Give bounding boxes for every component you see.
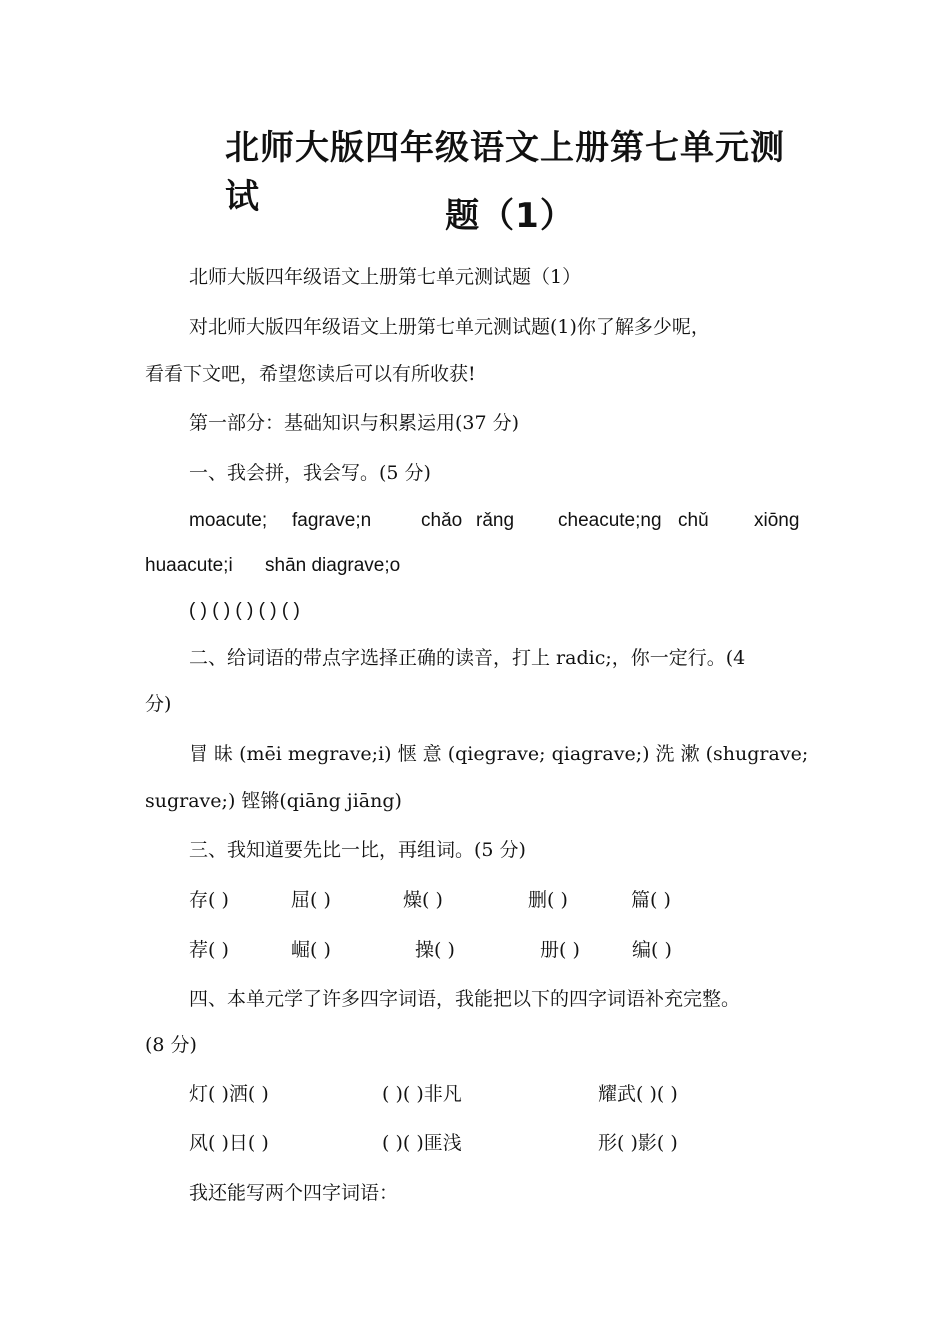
char-compare-item: 存( )	[189, 889, 229, 911]
char-compare-item: 册( )	[540, 939, 580, 961]
q4-heading-line-2: (8 分)	[145, 1034, 197, 1056]
title-line-2: 题（1）	[445, 196, 575, 236]
pinyin-item: moacute;	[189, 510, 268, 531]
q2-heading-line-2: 分)	[145, 693, 172, 715]
idiom-item: 耀武( )( )	[598, 1083, 678, 1105]
char-compare-item: 屈( )	[291, 889, 331, 911]
char-compare-item: 篇( )	[631, 889, 671, 911]
q1-answer-blanks: ( ) ( ) ( ) ( ) ( )	[189, 600, 300, 621]
idiom-item: ( )( )非凡	[382, 1083, 462, 1105]
char-compare-item: 编( )	[632, 939, 672, 961]
title-line-1: 北师大版四年级语文上册第七单元测试	[225, 128, 785, 217]
pinyin-item: cheacute;ng	[558, 510, 662, 531]
pinyin-item: rǎng	[476, 510, 515, 531]
char-compare-item: 崛( )	[291, 939, 331, 961]
pinyin-item: fagrave;n	[292, 510, 372, 531]
char-compare-item: 操( )	[415, 939, 455, 961]
q2-heading-line-1: 二、给词语的带点字选择正确的读音，打上 radic;，你一定行。(4	[189, 647, 746, 669]
pinyin-item: huaacute;i	[145, 555, 233, 576]
q4-heading-line-1: 四、本单元学了许多四字词语，我能把以下的四字词语补充完整。	[189, 988, 741, 1010]
pinyin-item: chǎo	[421, 510, 463, 531]
part1-heading: 第一部分：基础知识与积累运用(37 分)	[189, 412, 520, 434]
q2-items-line-2: sugrave;) 铿锵(qiāng jiāng)	[145, 790, 402, 812]
char-compare-item: 燥( )	[403, 889, 443, 911]
idiom-item: 风( )日( )	[189, 1132, 269, 1154]
intro-paragraph-line-2: 看看下文吧，希望您读后可以有所收获!	[145, 363, 476, 385]
subtitle: 北师大版四年级语文上册第七单元测试题（1）	[189, 266, 582, 288]
idiom-item: 形( )影( )	[598, 1132, 678, 1154]
q3-heading: 三、我知道要先比一比，再组词。(5 分)	[189, 839, 526, 861]
q2-items-line-1: 冒 昧 (mēi megrave;i) 惬 意 (qiegrave; qiagrave;) 洗 漱 (shugrave;	[189, 743, 809, 765]
idiom-item: ( )( )匪浅	[382, 1132, 462, 1154]
pinyin-item: xiōng	[754, 510, 800, 531]
pinyin-item: shān diagrave;o	[265, 555, 401, 576]
q4-extra-prompt: 我还能写两个四字词语：	[189, 1182, 399, 1204]
q1-heading: 一、我会拼，我会写。(5 分)	[189, 462, 431, 484]
char-compare-item: 荐( )	[189, 939, 229, 961]
idiom-item: 灯( )洒( )	[189, 1083, 269, 1105]
char-compare-item: 删( )	[528, 889, 568, 911]
intro-paragraph-line-1: 对北师大版四年级语文上册第七单元测试题(1)你了解多少呢，	[189, 316, 710, 338]
pinyin-item: chǔ	[678, 510, 709, 531]
